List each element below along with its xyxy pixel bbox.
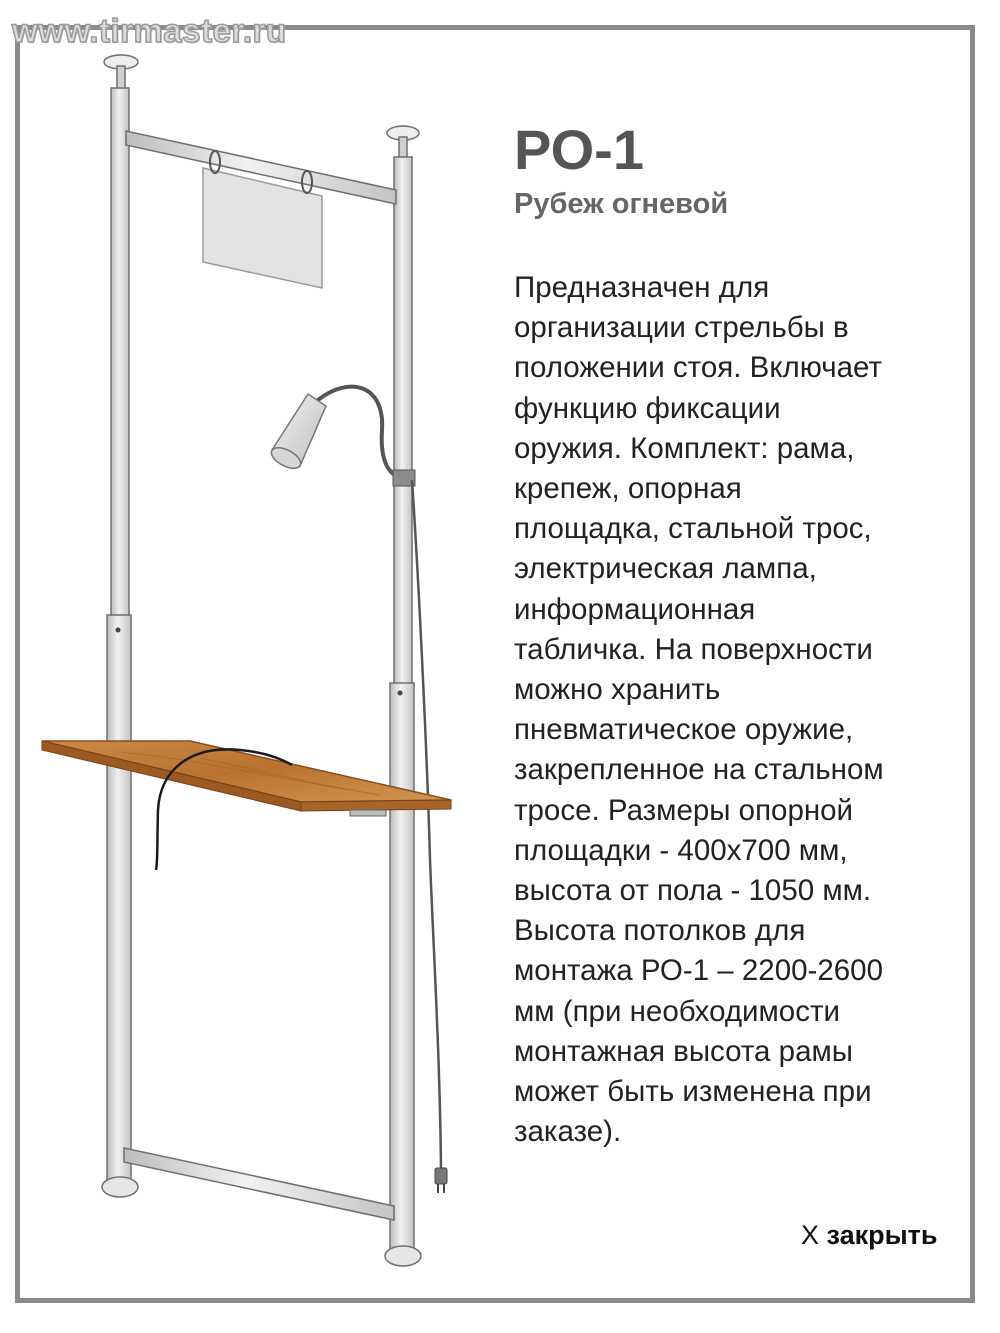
description-line: пневматическое оружие, bbox=[514, 713, 854, 747]
description-line: мм (при необходимости bbox=[514, 994, 840, 1028]
description-line: монтажная высота рамы bbox=[514, 1034, 853, 1068]
close-icon[interactable]: Х bbox=[801, 1220, 820, 1250]
shooting-stand-illustration bbox=[30, 40, 470, 1290]
power-cord bbox=[412, 480, 441, 1170]
ceiling-mount-left bbox=[104, 55, 138, 90]
description-line: организации стрельбы в bbox=[514, 311, 849, 345]
description-line: можно хранить bbox=[514, 673, 721, 707]
left-pole-lower bbox=[107, 615, 131, 1180]
product-code: РО-1 bbox=[514, 118, 644, 181]
description-line: электрическая лампа, bbox=[514, 552, 817, 586]
watermark: www.tirmaster.ru bbox=[12, 12, 287, 49]
lamp-icon bbox=[268, 387, 415, 486]
description-line: табличка. На поверхности bbox=[514, 632, 873, 666]
right-pole-lower bbox=[390, 683, 414, 1253]
description-line: крепеж, опорная bbox=[514, 472, 742, 506]
description-line: высота от пола - 1050 мм. bbox=[514, 874, 872, 908]
ceiling-mount-right bbox=[387, 126, 419, 159]
product-description bbox=[514, 268, 944, 1152]
description-line: информационная bbox=[514, 592, 756, 626]
description-line: монтажа РО-1 – 2200-2600 bbox=[514, 954, 883, 988]
right-pole-upper bbox=[394, 157, 412, 687]
description-line: может быть изменена при bbox=[514, 1075, 872, 1109]
product-subtitle: Рубеж огневой bbox=[514, 188, 729, 220]
description-line: положении стоя. Включает bbox=[514, 351, 882, 385]
description-line: заказе). bbox=[514, 1115, 622, 1149]
description-line: тросе. Размеры опорной bbox=[514, 793, 854, 827]
description-line: площадки - 400х700 мм, bbox=[514, 833, 848, 867]
description-line: площадка, стальной трос, bbox=[514, 512, 872, 546]
floor-mount-left bbox=[102, 1177, 138, 1197]
bottom-crossbar bbox=[124, 1148, 394, 1220]
close-button[interactable] bbox=[801, 1222, 938, 1249]
plug-icon bbox=[435, 1168, 447, 1193]
close-label[interactable]: закрыть bbox=[826, 1220, 938, 1250]
floor-mount-right bbox=[385, 1246, 421, 1266]
description-line: Предназначен для bbox=[514, 271, 770, 304]
description-line: оружия. Комплект: рама, bbox=[514, 431, 855, 465]
left-pole-upper bbox=[111, 88, 129, 618]
description-line: функцию фиксации bbox=[514, 391, 781, 425]
description-line: закрепленное на стальном bbox=[514, 753, 884, 787]
description-line: Высота потолков для bbox=[514, 914, 806, 948]
